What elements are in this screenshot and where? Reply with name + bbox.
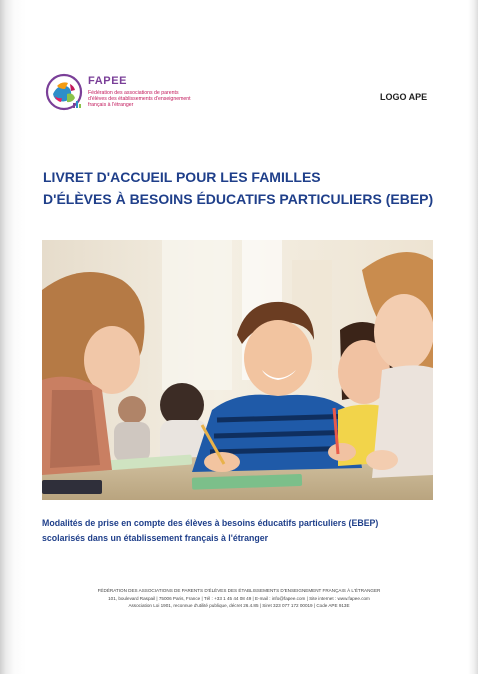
fapee-logo bbox=[44, 72, 244, 116]
brand-tagline: Fédération des associations de parents d'élèves des établissements d'enseignement français à l'étranger bbox=[88, 90, 191, 109]
document-subtitle bbox=[42, 516, 442, 546]
fapee-globe-icon bbox=[44, 72, 84, 112]
subtitle-line-2: scolarisés dans un établissement français à l'étranger bbox=[42, 533, 269, 543]
document-title bbox=[43, 166, 443, 210]
logo-ape-placeholder: LOGO APE bbox=[380, 92, 428, 102]
title-line-2: D'ÉLÈVES À BESOINS ÉDUCATIFS PARTICULIERS (EBEP) bbox=[43, 191, 434, 207]
footer-contact bbox=[60, 587, 418, 610]
footer-line-1: FÉDÉRATION DES ASSOCIATIONS DE PARENTS D'ÉLÈVES DES ÉTABLISSEMENTS D'ENSEIGNEMENT FRANÇAIS À L'ÉTRANGER bbox=[97, 588, 381, 593]
brand-name: FAPEE bbox=[88, 75, 128, 87]
footer-line-2: 101, boulevard Raspail | 75006 Paris, France | Tél : +33 1 45 44 08 49 | E-mail : info@fapee.com | Site internet : www.fapee.com bbox=[108, 595, 370, 601]
footer-line-3: Association Loi 1901, reconnue d'utilité publique, décret 26.4.85 | Siret 323 077 172 00019 | Code APE 913E bbox=[128, 603, 350, 608]
cover-photo-students bbox=[42, 240, 433, 500]
title-line-1: LIVRET D'ACCUEIL POUR LES FAMILLES bbox=[43, 169, 321, 185]
subtitle-line-1: Modalités de prise en compte des élèves à besoins éducatifs particuliers (EBEP) bbox=[42, 518, 379, 528]
